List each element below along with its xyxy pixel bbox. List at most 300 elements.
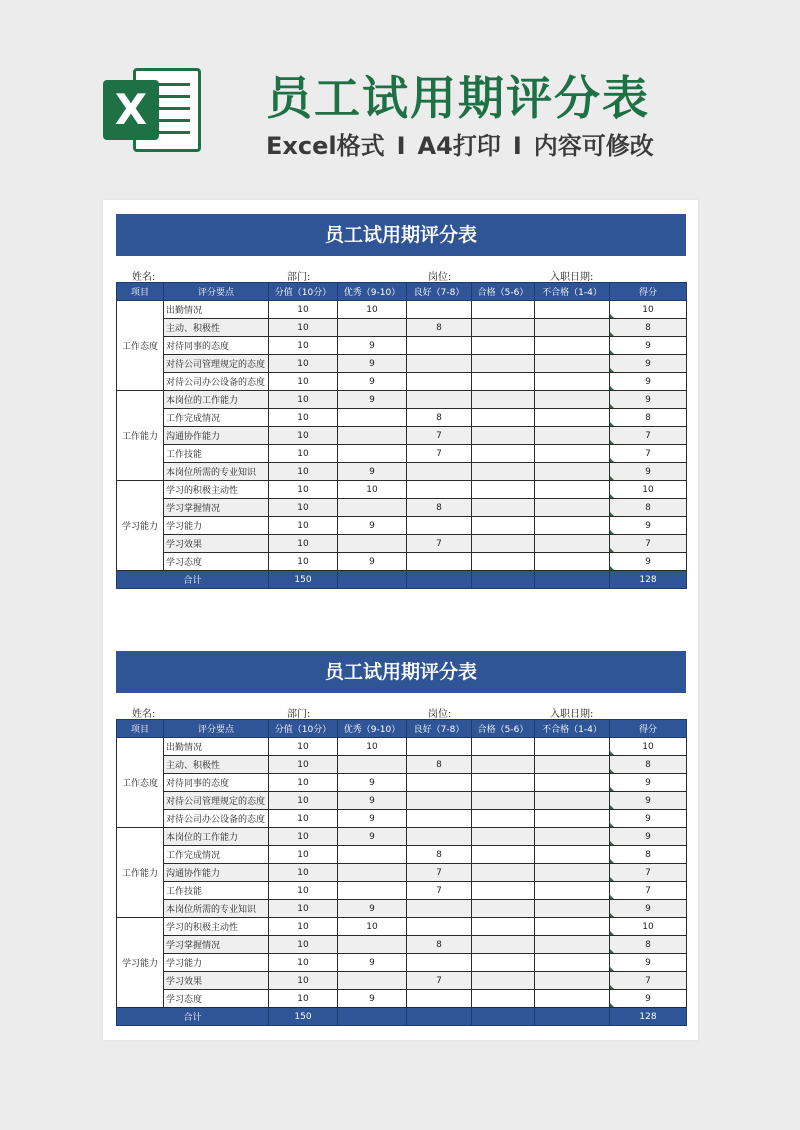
criteria-cell: 对待同事的态度 bbox=[164, 774, 269, 792]
evaluation-form-copy bbox=[116, 651, 686, 1026]
criteria-cell: 本岗位的工作能力 bbox=[164, 828, 269, 846]
good-cell[interactable]: 7 bbox=[407, 535, 472, 553]
criteria-cell: 学习掌握情况 bbox=[164, 936, 269, 954]
pass-cell[interactable] bbox=[472, 846, 535, 864]
table-row bbox=[117, 373, 687, 391]
pass-cell[interactable] bbox=[472, 337, 535, 355]
pass-cell[interactable] bbox=[472, 936, 535, 954]
score-cell[interactable]: 9 bbox=[610, 553, 687, 571]
score-cell[interactable]: 10 bbox=[610, 481, 687, 499]
score-cell[interactable]: 7 bbox=[610, 864, 687, 882]
total-empty-cell bbox=[535, 571, 610, 589]
full-score-cell[interactable]: 10 bbox=[269, 355, 338, 373]
pass-cell[interactable] bbox=[472, 972, 535, 990]
fail-cell[interactable] bbox=[535, 828, 610, 846]
score-cell[interactable]: 9 bbox=[610, 517, 687, 535]
full-score-cell[interactable]: 10 bbox=[269, 792, 338, 810]
good-cell[interactable] bbox=[407, 954, 472, 972]
pass-cell[interactable] bbox=[472, 864, 535, 882]
table-row bbox=[117, 535, 687, 553]
fail-cell[interactable] bbox=[535, 553, 610, 571]
excellent-cell[interactable]: 9 bbox=[338, 828, 407, 846]
full-score-cell[interactable]: 10 bbox=[269, 517, 338, 535]
fail-cell[interactable] bbox=[535, 355, 610, 373]
criteria-cell: 学习态度 bbox=[164, 990, 269, 1008]
criteria-cell: 本岗位所需的专业知识 bbox=[164, 900, 269, 918]
criteria-cell: 工作完成情况 bbox=[164, 846, 269, 864]
fail-cell[interactable] bbox=[535, 391, 610, 409]
excellent-cell[interactable]: 9 bbox=[338, 337, 407, 355]
criteria-cell: 对待公司管理规定的态度 bbox=[164, 792, 269, 810]
table-row bbox=[117, 553, 687, 571]
criteria-cell: 沟通协作能力 bbox=[164, 864, 269, 882]
promo-banner bbox=[0, 0, 800, 200]
fail-cell[interactable] bbox=[535, 445, 610, 463]
pass-cell[interactable] bbox=[472, 373, 535, 391]
full-score-cell[interactable]: 10 bbox=[269, 756, 338, 774]
pass-cell[interactable] bbox=[472, 792, 535, 810]
good-cell[interactable] bbox=[407, 774, 472, 792]
fail-cell[interactable] bbox=[535, 774, 610, 792]
column-header: 项目 bbox=[117, 283, 164, 301]
column-header: 合格（5-6） bbox=[472, 283, 535, 301]
table-row bbox=[117, 391, 687, 409]
good-cell[interactable]: 7 bbox=[407, 427, 472, 445]
fail-cell[interactable] bbox=[535, 756, 610, 774]
pass-cell[interactable] bbox=[472, 738, 535, 756]
feature-separator: I bbox=[396, 132, 406, 160]
total-empty-cell bbox=[535, 1008, 610, 1026]
excellent-cell[interactable]: 9 bbox=[338, 990, 407, 1008]
table-row bbox=[117, 738, 687, 756]
full-score-cell[interactable]: 10 bbox=[269, 936, 338, 954]
pass-cell[interactable] bbox=[472, 409, 535, 427]
excellent-cell[interactable]: 9 bbox=[338, 900, 407, 918]
criteria-cell: 工作技能 bbox=[164, 882, 269, 900]
feature-separator: I bbox=[512, 132, 522, 160]
total-full-score: 150 bbox=[269, 1008, 338, 1026]
pass-cell[interactable] bbox=[472, 517, 535, 535]
total-empty-cell bbox=[338, 1008, 407, 1026]
fail-cell[interactable] bbox=[535, 427, 610, 445]
excellent-cell[interactable] bbox=[338, 535, 407, 553]
criteria-cell: 主动、积极性 bbox=[164, 756, 269, 774]
score-cell[interactable]: 9 bbox=[610, 990, 687, 1008]
full-score-cell[interactable]: 10 bbox=[269, 828, 338, 846]
criteria-cell: 主动、积极性 bbox=[164, 319, 269, 337]
score-cell[interactable]: 9 bbox=[610, 373, 687, 391]
group-label: 学习能力 bbox=[117, 481, 164, 571]
full-score-cell[interactable]: 10 bbox=[269, 846, 338, 864]
good-cell[interactable] bbox=[407, 517, 472, 535]
score-cell[interactable]: 7 bbox=[610, 427, 687, 445]
column-header: 评分要点 bbox=[164, 720, 269, 738]
excellent-cell[interactable] bbox=[338, 756, 407, 774]
post-label: 岗位: bbox=[428, 709, 452, 720]
excellent-cell[interactable]: 10 bbox=[338, 738, 407, 756]
column-header: 得分 bbox=[610, 283, 687, 301]
column-header: 得分 bbox=[610, 720, 687, 738]
criteria-cell: 出勤情况 bbox=[164, 738, 269, 756]
form-title: 员工试用期评分表 bbox=[116, 651, 686, 693]
criteria-cell: 对待公司管理规定的态度 bbox=[164, 355, 269, 373]
excellent-cell[interactable]: 9 bbox=[338, 810, 407, 828]
fail-cell[interactable] bbox=[535, 738, 610, 756]
excellent-cell[interactable] bbox=[338, 882, 407, 900]
good-cell[interactable]: 8 bbox=[407, 756, 472, 774]
table-row bbox=[117, 990, 687, 1008]
good-cell[interactable]: 7 bbox=[407, 972, 472, 990]
table-row bbox=[117, 481, 687, 499]
criteria-cell: 本岗位的工作能力 bbox=[164, 391, 269, 409]
excellent-cell[interactable]: 9 bbox=[338, 391, 407, 409]
feature-print: A4打印 bbox=[417, 132, 501, 160]
full-score-cell[interactable]: 10 bbox=[269, 774, 338, 792]
fail-cell[interactable] bbox=[535, 499, 610, 517]
dept-label: 部门: bbox=[287, 272, 311, 283]
excellent-cell[interactable] bbox=[338, 499, 407, 517]
fail-cell[interactable] bbox=[535, 846, 610, 864]
fail-cell[interactable] bbox=[535, 517, 610, 535]
total-empty-cell bbox=[407, 1008, 472, 1026]
good-cell[interactable] bbox=[407, 810, 472, 828]
excellent-cell[interactable] bbox=[338, 864, 407, 882]
score-cell[interactable]: 10 bbox=[610, 301, 687, 319]
excellent-cell[interactable] bbox=[338, 972, 407, 990]
excellent-cell[interactable] bbox=[338, 936, 407, 954]
score-cell[interactable]: 8 bbox=[610, 409, 687, 427]
full-score-cell[interactable]: 10 bbox=[269, 319, 338, 337]
total-full-score: 150 bbox=[269, 571, 338, 589]
good-cell[interactable] bbox=[407, 918, 472, 936]
name-label: 姓名: bbox=[132, 709, 156, 720]
excellent-cell[interactable]: 9 bbox=[338, 373, 407, 391]
criteria-cell: 出勤情况 bbox=[164, 301, 269, 319]
full-score-cell[interactable]: 10 bbox=[269, 481, 338, 499]
excellent-cell[interactable]: 9 bbox=[338, 954, 407, 972]
table-row bbox=[117, 900, 687, 918]
pass-cell[interactable] bbox=[472, 828, 535, 846]
fail-cell[interactable] bbox=[535, 463, 610, 481]
column-header: 不合格（1-4） bbox=[535, 720, 610, 738]
full-score-cell[interactable]: 10 bbox=[269, 810, 338, 828]
post-label: 岗位: bbox=[428, 272, 452, 283]
fail-cell[interactable] bbox=[535, 810, 610, 828]
table-row bbox=[117, 517, 687, 535]
excellent-cell[interactable]: 10 bbox=[338, 481, 407, 499]
full-score-cell[interactable]: 10 bbox=[269, 445, 338, 463]
criteria-cell: 学习的积极主动性 bbox=[164, 481, 269, 499]
table-row bbox=[117, 337, 687, 355]
table-row bbox=[117, 918, 687, 936]
excellent-cell[interactable]: 10 bbox=[338, 918, 407, 936]
good-cell[interactable] bbox=[407, 301, 472, 319]
pass-cell[interactable] bbox=[472, 918, 535, 936]
table-row bbox=[117, 846, 687, 864]
excellent-cell[interactable]: 9 bbox=[338, 553, 407, 571]
table-row bbox=[117, 954, 687, 972]
good-cell[interactable] bbox=[407, 990, 472, 1008]
criteria-cell: 学习能力 bbox=[164, 954, 269, 972]
good-cell[interactable] bbox=[407, 553, 472, 571]
fail-cell[interactable] bbox=[535, 900, 610, 918]
total-label: 合计 bbox=[117, 571, 269, 589]
criteria-cell: 本岗位所需的专业知识 bbox=[164, 463, 269, 481]
full-score-cell[interactable]: 10 bbox=[269, 301, 338, 319]
full-score-cell[interactable]: 10 bbox=[269, 553, 338, 571]
criteria-cell: 沟通协作能力 bbox=[164, 427, 269, 445]
score-cell[interactable]: 9 bbox=[610, 900, 687, 918]
excellent-cell[interactable]: 9 bbox=[338, 355, 407, 373]
feature-editable: 内容可修改 bbox=[533, 132, 654, 160]
score-cell[interactable]: 9 bbox=[610, 337, 687, 355]
fail-cell[interactable] bbox=[535, 481, 610, 499]
score-cell[interactable]: 9 bbox=[610, 810, 687, 828]
pass-cell[interactable] bbox=[472, 355, 535, 373]
excellent-cell[interactable]: 9 bbox=[338, 517, 407, 535]
group-label: 学习能力 bbox=[117, 918, 164, 1008]
criteria-cell: 学习掌握情况 bbox=[164, 499, 269, 517]
score-cell[interactable]: 8 bbox=[610, 756, 687, 774]
total-empty-cell bbox=[472, 571, 535, 589]
fail-cell[interactable] bbox=[535, 319, 610, 337]
table-row bbox=[117, 756, 687, 774]
table-row bbox=[117, 319, 687, 337]
good-cell[interactable]: 8 bbox=[407, 846, 472, 864]
full-score-cell[interactable]: 10 bbox=[269, 427, 338, 445]
pass-cell[interactable] bbox=[472, 774, 535, 792]
excellent-cell[interactable]: 9 bbox=[338, 774, 407, 792]
criteria-cell: 工作完成情况 bbox=[164, 409, 269, 427]
column-header: 评分要点 bbox=[164, 283, 269, 301]
score-cell[interactable]: 7 bbox=[610, 445, 687, 463]
good-cell[interactable] bbox=[407, 373, 472, 391]
full-score-cell[interactable]: 10 bbox=[269, 900, 338, 918]
pass-cell[interactable] bbox=[472, 535, 535, 553]
total-empty-cell bbox=[472, 1008, 535, 1026]
dept-label: 部门: bbox=[287, 709, 311, 720]
pass-cell[interactable] bbox=[472, 391, 535, 409]
score-cell[interactable]: 9 bbox=[610, 774, 687, 792]
column-header: 不合格（1-4） bbox=[535, 283, 610, 301]
table-row bbox=[117, 864, 687, 882]
criteria-cell: 对待公司办公设备的态度 bbox=[164, 810, 269, 828]
good-cell[interactable] bbox=[407, 391, 472, 409]
fail-cell[interactable] bbox=[535, 373, 610, 391]
criteria-cell: 学习效果 bbox=[164, 972, 269, 990]
excellent-cell[interactable] bbox=[338, 427, 407, 445]
group-label: 工作态度 bbox=[117, 301, 164, 391]
column-header: 项目 bbox=[117, 720, 164, 738]
score-cell[interactable]: 9 bbox=[610, 828, 687, 846]
table-row bbox=[117, 445, 687, 463]
info-row bbox=[116, 693, 686, 719]
header-row bbox=[117, 720, 687, 738]
info-row bbox=[116, 256, 686, 282]
criteria-cell: 工作技能 bbox=[164, 445, 269, 463]
good-cell[interactable]: 8 bbox=[407, 936, 472, 954]
criteria-cell: 学习态度 bbox=[164, 553, 269, 571]
full-score-cell[interactable]: 10 bbox=[269, 337, 338, 355]
criteria-cell: 学习能力 bbox=[164, 517, 269, 535]
fail-cell[interactable] bbox=[535, 882, 610, 900]
score-cell[interactable]: 9 bbox=[610, 954, 687, 972]
excellent-cell[interactable] bbox=[338, 319, 407, 337]
pass-cell[interactable] bbox=[472, 882, 535, 900]
good-cell[interactable]: 7 bbox=[407, 864, 472, 882]
score-cell[interactable]: 7 bbox=[610, 535, 687, 553]
pass-cell[interactable] bbox=[472, 463, 535, 481]
table-row bbox=[117, 463, 687, 481]
good-cell[interactable] bbox=[407, 900, 472, 918]
full-score-cell[interactable]: 10 bbox=[269, 463, 338, 481]
total-score: 128 bbox=[610, 571, 687, 589]
score-cell[interactable]: 9 bbox=[610, 355, 687, 373]
good-cell[interactable] bbox=[407, 828, 472, 846]
score-cell[interactable]: 8 bbox=[610, 319, 687, 337]
fail-cell[interactable] bbox=[535, 936, 610, 954]
good-cell[interactable]: 8 bbox=[407, 319, 472, 337]
full-score-cell[interactable]: 10 bbox=[269, 738, 338, 756]
score-cell[interactable]: 9 bbox=[610, 463, 687, 481]
pass-cell[interactable] bbox=[472, 954, 535, 972]
name-label: 姓名: bbox=[132, 272, 156, 283]
good-cell[interactable] bbox=[407, 337, 472, 355]
pass-cell[interactable] bbox=[472, 427, 535, 445]
criteria-cell: 对待公司办公设备的态度 bbox=[164, 373, 269, 391]
good-cell[interactable] bbox=[407, 463, 472, 481]
fail-cell[interactable] bbox=[535, 954, 610, 972]
score-cell[interactable]: 7 bbox=[610, 882, 687, 900]
excellent-cell[interactable] bbox=[338, 445, 407, 463]
column-header: 良好（7-8） bbox=[407, 283, 472, 301]
full-score-cell[interactable]: 10 bbox=[269, 499, 338, 517]
fail-cell[interactable] bbox=[535, 301, 610, 319]
total-row bbox=[117, 1008, 687, 1026]
table-row bbox=[117, 409, 687, 427]
column-header: 合格（5-6） bbox=[472, 720, 535, 738]
criteria-cell: 对待同事的态度 bbox=[164, 337, 269, 355]
fail-cell[interactable] bbox=[535, 792, 610, 810]
total-score: 128 bbox=[610, 1008, 687, 1026]
good-cell[interactable] bbox=[407, 355, 472, 373]
full-score-cell[interactable]: 10 bbox=[269, 882, 338, 900]
full-score-cell[interactable]: 10 bbox=[269, 972, 338, 990]
feature-format: Excel格式 bbox=[266, 132, 385, 160]
score-table bbox=[116, 719, 687, 1026]
excellent-cell[interactable]: 9 bbox=[338, 792, 407, 810]
excellent-cell[interactable] bbox=[338, 409, 407, 427]
full-score-cell[interactable]: 10 bbox=[269, 391, 338, 409]
good-cell[interactable] bbox=[407, 792, 472, 810]
column-header: 优秀（9-10） bbox=[338, 283, 407, 301]
score-cell[interactable]: 8 bbox=[610, 499, 687, 517]
excellent-cell[interactable]: 9 bbox=[338, 463, 407, 481]
table-row bbox=[117, 499, 687, 517]
full-score-cell[interactable]: 10 bbox=[269, 864, 338, 882]
pass-cell[interactable] bbox=[472, 900, 535, 918]
pass-cell[interactable] bbox=[472, 301, 535, 319]
promo-features bbox=[266, 126, 654, 161]
column-header: 分值（10分） bbox=[269, 283, 338, 301]
total-row bbox=[117, 571, 687, 589]
fail-cell[interactable] bbox=[535, 990, 610, 1008]
pass-cell[interactable] bbox=[472, 810, 535, 828]
column-header: 优秀（9-10） bbox=[338, 720, 407, 738]
pass-cell[interactable] bbox=[472, 319, 535, 337]
score-cell[interactable]: 8 bbox=[610, 846, 687, 864]
score-cell[interactable]: 8 bbox=[610, 936, 687, 954]
fail-cell[interactable] bbox=[535, 337, 610, 355]
full-score-cell[interactable]: 10 bbox=[269, 373, 338, 391]
excel-letter-badge: X bbox=[103, 80, 159, 140]
good-cell[interactable]: 8 bbox=[407, 499, 472, 517]
column-header: 良好（7-8） bbox=[407, 720, 472, 738]
fail-cell[interactable] bbox=[535, 535, 610, 553]
table-row bbox=[117, 301, 687, 319]
good-cell[interactable]: 7 bbox=[407, 882, 472, 900]
join-date-label: 入职日期: bbox=[550, 272, 594, 283]
excellent-cell[interactable]: 10 bbox=[338, 301, 407, 319]
promo-title: 员工试用期评分表 bbox=[266, 71, 650, 125]
total-empty-cell bbox=[407, 571, 472, 589]
join-date-label: 入职日期: bbox=[550, 709, 594, 720]
score-cell[interactable]: 7 bbox=[610, 972, 687, 990]
score-cell[interactable]: 10 bbox=[610, 738, 687, 756]
full-score-cell[interactable]: 10 bbox=[269, 954, 338, 972]
score-cell[interactable]: 9 bbox=[610, 391, 687, 409]
pass-cell[interactable] bbox=[472, 445, 535, 463]
excellent-cell[interactable] bbox=[338, 846, 407, 864]
table-row bbox=[117, 882, 687, 900]
table-row bbox=[117, 427, 687, 445]
good-cell[interactable]: 7 bbox=[407, 445, 472, 463]
header-row bbox=[117, 283, 687, 301]
full-score-cell[interactable]: 10 bbox=[269, 409, 338, 427]
good-cell[interactable] bbox=[407, 738, 472, 756]
pass-cell[interactable] bbox=[472, 499, 535, 517]
score-cell[interactable]: 10 bbox=[610, 918, 687, 936]
fail-cell[interactable] bbox=[535, 918, 610, 936]
pass-cell[interactable] bbox=[472, 756, 535, 774]
full-score-cell[interactable]: 10 bbox=[269, 990, 338, 1008]
full-score-cell[interactable]: 10 bbox=[269, 535, 338, 553]
pass-cell[interactable] bbox=[472, 990, 535, 1008]
good-cell[interactable] bbox=[407, 481, 472, 499]
table-row bbox=[117, 792, 687, 810]
group-label: 工作态度 bbox=[117, 738, 164, 828]
fail-cell[interactable] bbox=[535, 972, 610, 990]
table-row bbox=[117, 936, 687, 954]
group-label: 工作能力 bbox=[117, 391, 164, 481]
form-title: 员工试用期评分表 bbox=[116, 214, 686, 256]
fail-cell[interactable] bbox=[535, 409, 610, 427]
evaluation-form bbox=[116, 214, 686, 589]
pass-cell[interactable] bbox=[472, 481, 535, 499]
total-label: 合计 bbox=[117, 1008, 269, 1026]
good-cell[interactable]: 8 bbox=[407, 409, 472, 427]
fail-cell[interactable] bbox=[535, 864, 610, 882]
score-cell[interactable]: 9 bbox=[610, 792, 687, 810]
table-row bbox=[117, 828, 687, 846]
criteria-cell: 学习效果 bbox=[164, 535, 269, 553]
full-score-cell[interactable]: 10 bbox=[269, 918, 338, 936]
table-row bbox=[117, 355, 687, 373]
column-header: 分值（10分） bbox=[269, 720, 338, 738]
table-row bbox=[117, 810, 687, 828]
group-label: 工作能力 bbox=[117, 828, 164, 918]
pass-cell[interactable] bbox=[472, 553, 535, 571]
